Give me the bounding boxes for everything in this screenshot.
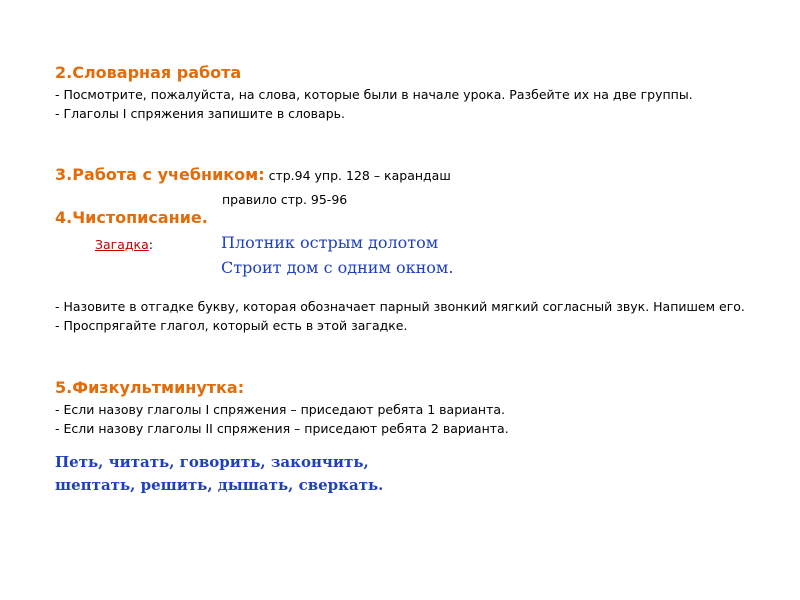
section-2-line-2: - Глаголы I спряжения запишите в словарь.: [55, 106, 345, 121]
section-5-task-2: - Если назову глаголы II спряжения – приседают ребята 2 варианта.: [55, 421, 509, 436]
section-4-tasks: [55, 297, 745, 335]
riddle-line-2: Строит дом с одним окном.: [221, 258, 454, 277]
section-5-heading: 5.Физкультминутка:: [55, 378, 245, 397]
section-4-task-1: - Назовите в отгадке букву, которая обозначает парный звонкий мягкий согласный звук. Напишем его.: [55, 299, 745, 314]
section-3-heading: [55, 165, 451, 184]
section-2-text: [55, 85, 745, 123]
riddle-label-colon: :: [148, 237, 153, 252]
riddle-line-1: Плотник острым долотом: [221, 233, 439, 252]
riddle-label-link[interactable]: Загадка: [95, 237, 149, 252]
section-2-heading: 2.Словарная работа: [55, 63, 242, 82]
section-5-tasks: [55, 400, 745, 438]
section-5-task-1: - Если назову глаголы I спряжения – приседают ребята 1 варианта.: [55, 402, 505, 417]
section-4-task-2: - Проспрягайте глагол, который есть в этой загадке.: [55, 318, 408, 333]
riddle-label: [95, 237, 153, 252]
verbs-line-2: шептать, решить, дышать, сверкать.: [55, 476, 384, 494]
textbook-note: стр.94 упр. 128 – карандаш: [264, 168, 451, 183]
section-4-heading: 4.Чистописание.: [55, 208, 208, 227]
verbs-list: [55, 451, 383, 497]
rule-note: правило стр. 95-96: [222, 192, 348, 207]
section-2-line-1: - Посмотрите, пожалуйста, на слова, которые были в начале урока. Разбейте их на две группы.: [55, 87, 693, 102]
section-3-title: 3.Работа с учебником:: [55, 165, 265, 184]
verbs-line-1: Петь, читать, говорить, закончить,: [55, 453, 369, 471]
